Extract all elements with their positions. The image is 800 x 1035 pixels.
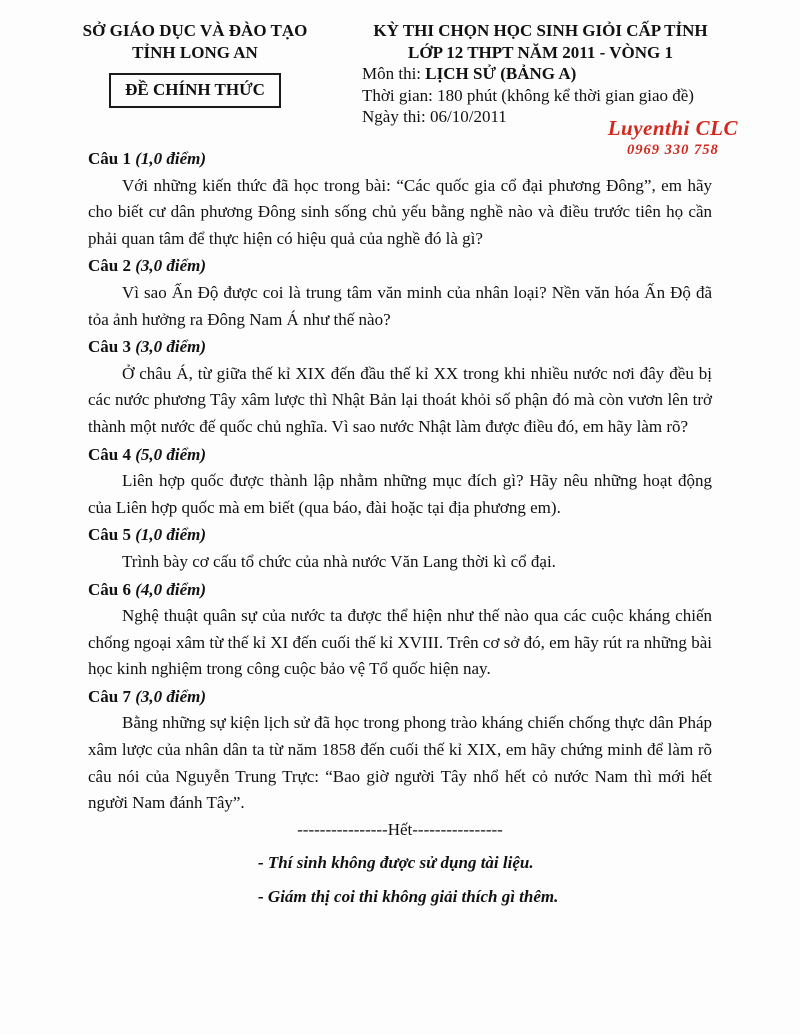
questions-section [0,146,800,911]
question-block-7 [88,684,712,817]
luyenthi-clc-watermark [608,118,738,158]
exam-title-line-2: LỚP 12 THPT NĂM 2011 - VÒNG 1 [408,42,673,62]
question-6-text: Nghệ thuật quân sự của nước ta được thể hiện như thế nào qua các cuộc kháng chiến chống ngoại xâm từ thế kỉ XI đến cuối thế kỉ XVIII. Trên cơ sở đó, em hãy rút ra những bài học kinh nghiệm trong công cuộc bảo vệ Tổ quốc hiện nay. [88,606,712,679]
question-4-points: (5,0 điểm) [135,444,207,464]
question-3-heading [88,334,712,361]
question-5-label: Câu 5 [88,525,131,545]
question-1-text: Với những kiến thức đã học trong bài: “Các quốc gia cổ đại phương Đông”, em hãy cho biết cư dân phương Đông sinh sống chủ yếu bằng nghề nào và điều trước tiên họ cần phải quan tâm để thực hiện có hiệu quả của nghề đó là gì? [88,175,712,248]
end-of-exam-marker: ----------------Hết---------------- [297,819,503,839]
exam-title-block [343,20,738,128]
question-3-text: Ở châu Á, từ giữa thế kỉ XIX đến đầu thế kỉ XX trong khi nhiều nước nơi đây đều bị các nước phương Tây xâm lược thì Nhật Bản lại thoát khỏi số phận đó mà còn vươn lên trở thành một nước đế quốc chủ nghĩa. Vì sao nước Nhật làm được điều đó, em hãy làm rõ? [88,363,712,436]
question-block-1 [88,146,712,252]
question-5-points: (1,0 điểm) [135,525,207,545]
question-2-label: Câu 2 [88,256,131,276]
watermark-brand-name: Luyenthi CLC [607,116,738,140]
question-2-text: Vì sao Ấn Độ được coi là trung tâm văn minh của nhân loại? Nền văn hóa Ấn Độ đã tỏa ảnh hưởng ra Đông Nam Á như thế nào? [88,282,712,329]
question-block-3 [88,334,712,440]
question-3-points: (3,0 điểm) [135,337,207,357]
exam-duration-line: Thời gian: 180 phút (không kể thời gian giao đề) [362,85,694,105]
subject-value: LỊCH SỬ (BẢNG A) [425,64,577,83]
issuing-authority-block [70,20,320,108]
footer-note-2: - Giám thị coi thi không giải thích gì thêm. [258,887,559,907]
exam-date-line: Ngày thi: 06/10/2011 [362,107,507,126]
question-block-5 [88,522,712,575]
question-6-label: Câu 6 [88,579,131,599]
official-exam-stamp-box: ĐỀ CHÍNH THỨC [109,73,281,108]
question-7-label: Câu 7 [88,686,131,706]
question-block-2 [88,253,712,333]
question-6-points: (4,0 điểm) [135,579,207,599]
authority-line-1: SỞ GIÁO DỤC VÀ ĐÀO TẠO [82,21,308,40]
footer-notes [88,850,712,910]
question-block-6 [88,577,712,683]
document-header [0,0,800,158]
authority-line-2: TỈNH LONG AN [132,43,258,62]
question-block-4 [88,442,712,522]
question-4-text: Liên hợp quốc được thành lập nhằm những mục đích gì? Hãy nêu những hoạt động của Liên hợp quốc mà em biết (qua báo, đài hoặc tại địa phương em). [88,471,712,517]
question-5-text: Trình bày cơ cấu tổ chức của nhà nước Văn Lang thời kì cổ đại. [122,551,556,571]
question-4-label: Câu 4 [88,444,131,464]
exam-title-line-1: KỲ THI CHỌN HỌC SINH GIỎI CẤP TỈNH [373,21,708,40]
question-1-label: Câu 1 [88,149,131,168]
question-5-heading [88,522,712,549]
exam-subject-line [343,63,738,85]
subject-label: Môn thi: [362,64,426,83]
question-2-heading [88,253,712,280]
question-7-points: (3,0 điểm) [135,686,207,706]
watermark-phone-number: 0969 330 758 [626,142,719,158]
question-3-label: Câu 3 [88,337,131,357]
question-7-heading [88,684,712,711]
question-7-text: Bằng những sự kiện lịch sử đã học trong phong trào kháng chiến chống thực dân Pháp xâm lược của nhân dân ta từ năm 1858 đến cuối thế kỉ XIX, em hãy chứng minh để làm rõ câu nói của Nguyễn Trung Trực: “Bao giờ người Tây nhổ hết cỏ nước Nam thì mới hết người Nam đánh Tây”. [88,713,712,813]
question-1-points: (1,0 điểm) [135,149,207,168]
question-6-heading [88,577,712,604]
footer-note-1: - Thí sinh không được sử dụng tài liệu. [258,853,534,873]
question-2-points: (3,0 điểm) [135,256,207,276]
question-4-heading [88,442,712,469]
